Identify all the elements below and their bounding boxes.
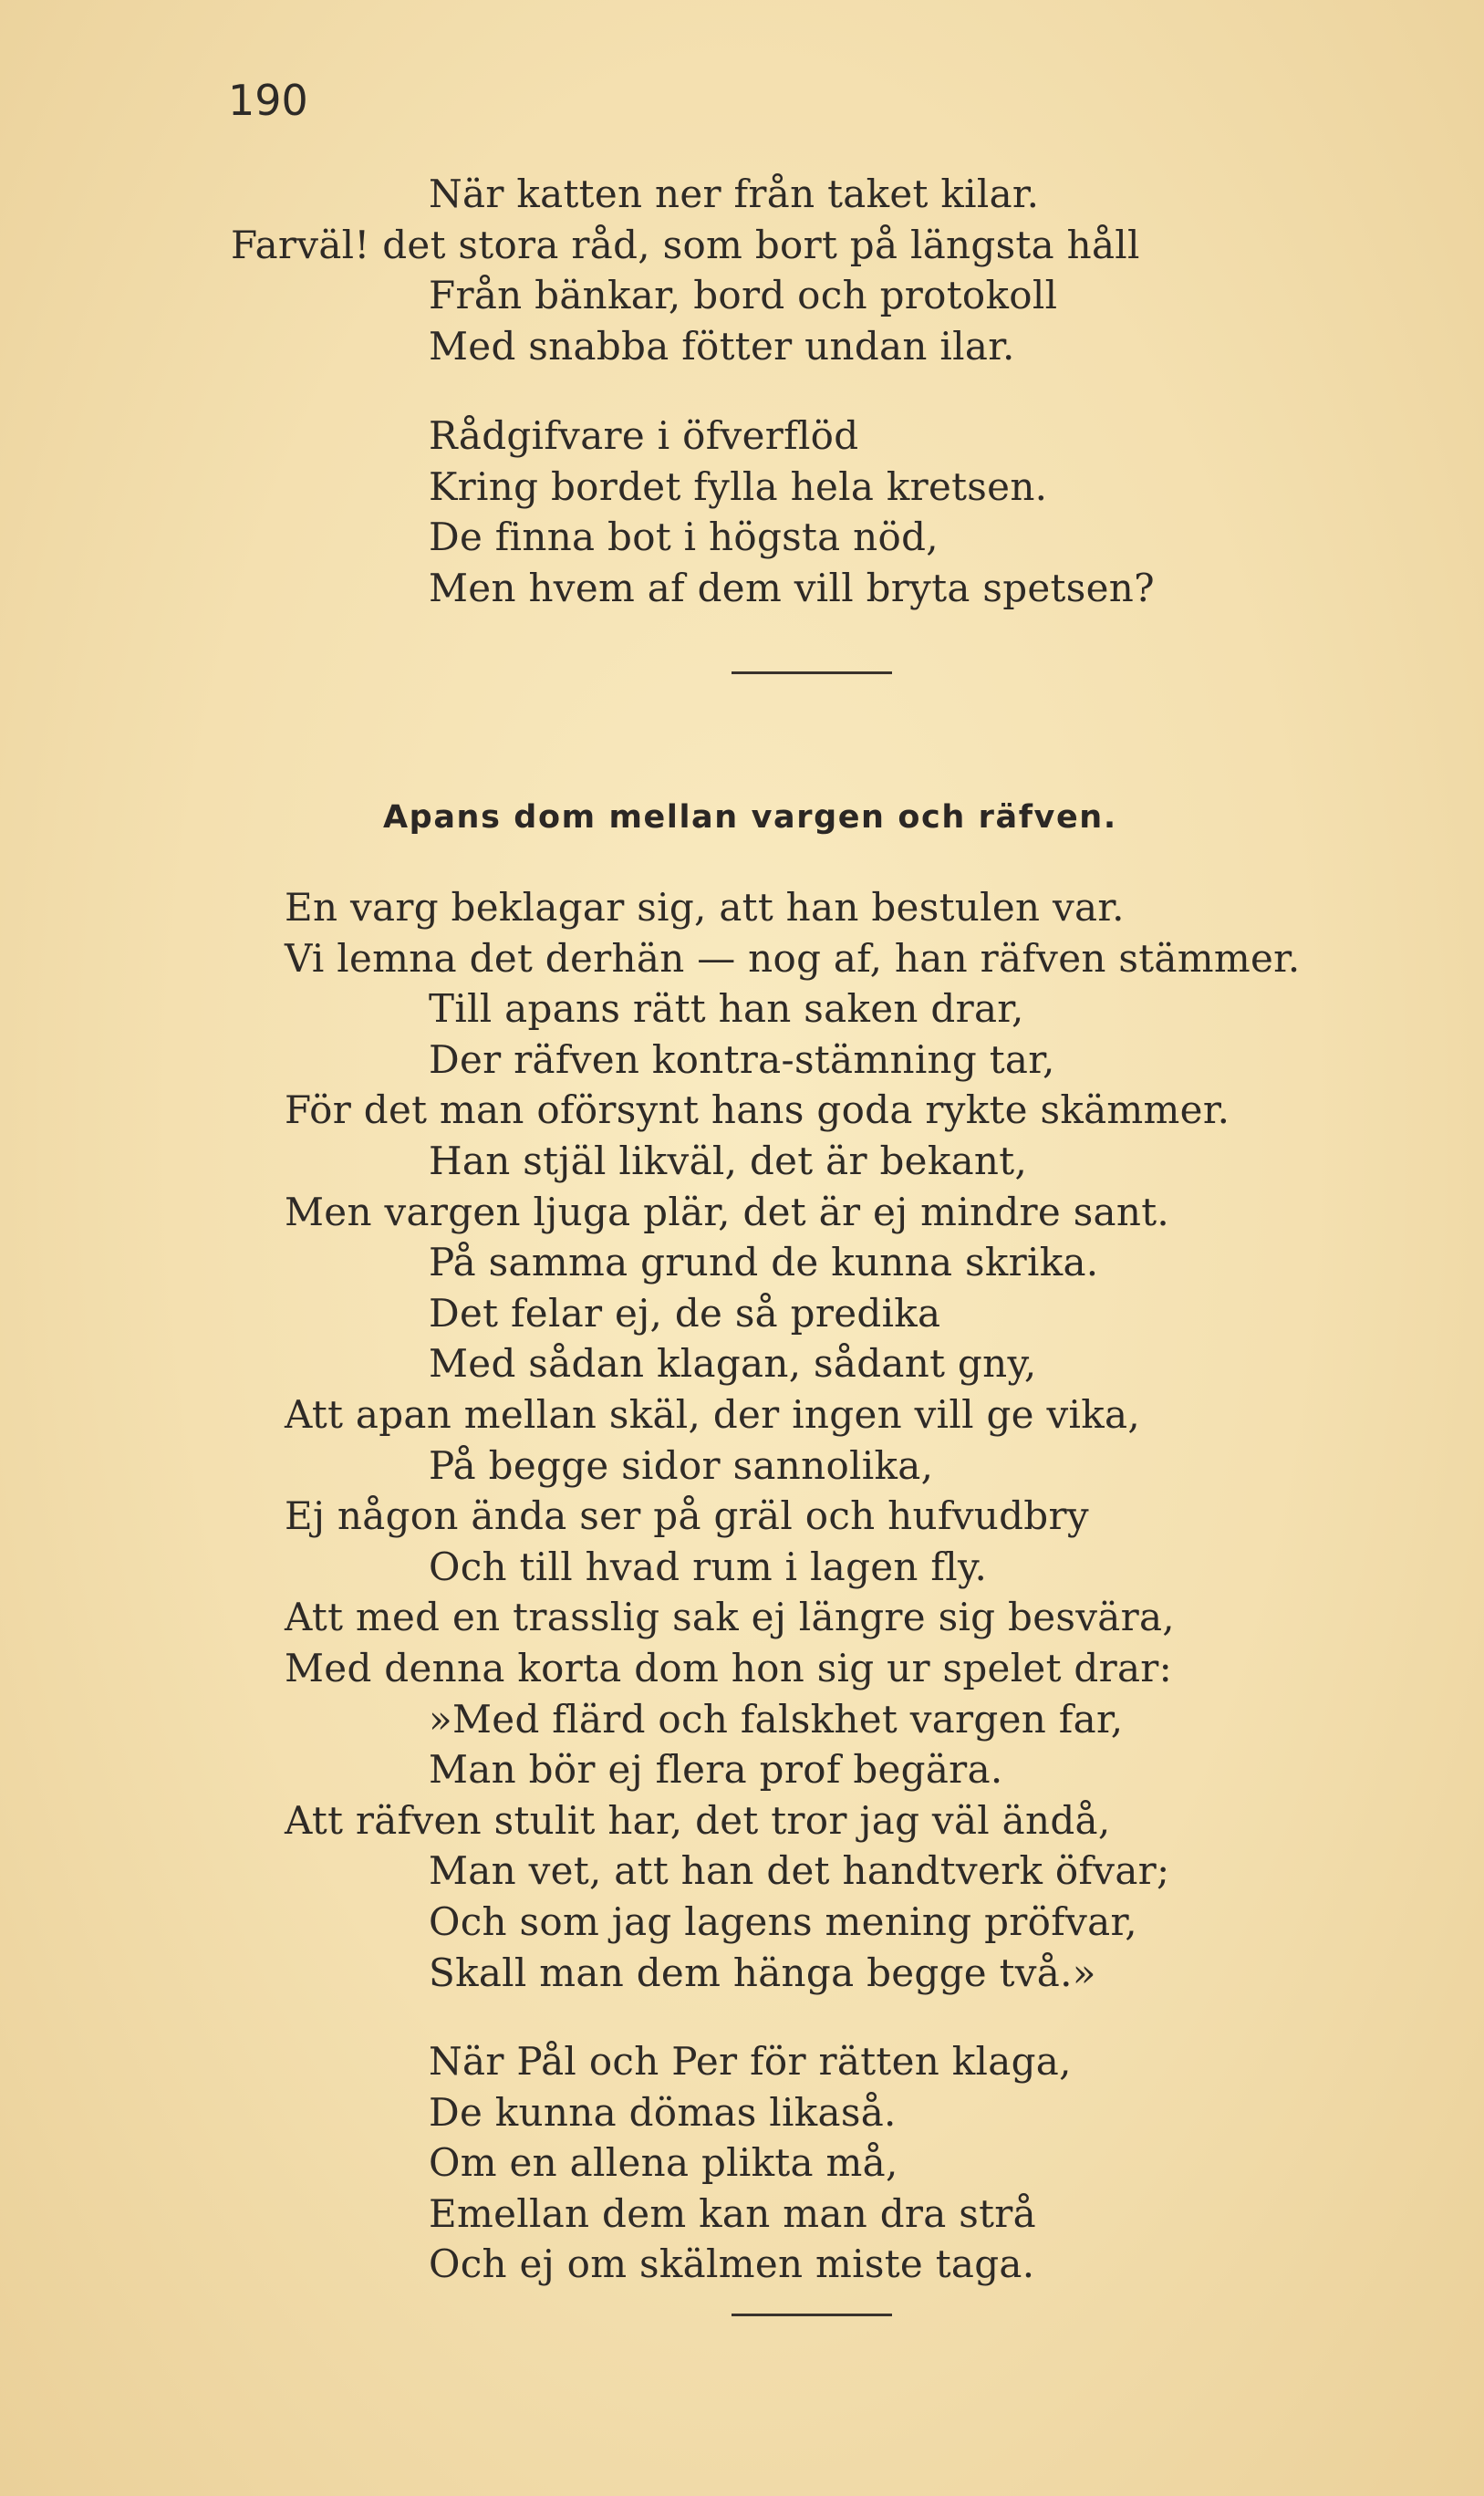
page-number: 190 — [228, 76, 308, 125]
verse-line: Han stjäl likväl, det är bekant, — [429, 1139, 1028, 1183]
verse-line: »Med flärd och falskhet vargen far, — [429, 1696, 1124, 1742]
verse-line: De finna bot i högsta nöd, — [429, 515, 939, 559]
verse-line: Man vet, att han det handtverk öfvar; — [429, 1848, 1170, 1894]
verse-line: Med snabba fötter undan ilar. — [429, 323, 1015, 369]
verse-line: Der räfven kontra-stämning tar, — [429, 1036, 1055, 1082]
verse-line: På begge sidor sannolika, — [429, 1442, 934, 1488]
verse-line: Med sådan klagan, sådant gny, — [429, 1341, 1037, 1387]
verse-line: På samma grund de kunna skrika. — [429, 1240, 1099, 1285]
verse-line: Men vargen ljuga plär, det är ej mindre sant. — [285, 1189, 1170, 1234]
verse-line: Ej någon ända ser på gräl och hufvudbry — [285, 1493, 1089, 1539]
verse-line: En varg beklagar sig, att han bestulen var. — [285, 885, 1125, 930]
verse-line: Och ej om skälmen miste taga. — [429, 2241, 1035, 2286]
verse-line: Rådgifvare i öfverflöd — [429, 413, 859, 458]
verse-line: Farväl! det stora råd, som bort på längsta håll — [231, 222, 1140, 267]
verse-line: Och som jag lagens mening pröfvar, — [429, 1899, 1137, 1944]
verse-line: Att apan mellan skäl, der ingen vill ge vika, — [285, 1392, 1140, 1437]
divider-rule-top — [732, 671, 892, 674]
verse-line: Och till hvad rum i lagen fly. — [429, 1544, 988, 1589]
verse-line: Vi lemna det derhän — nog af, han räfven stämmer. — [285, 935, 1301, 981]
verse-line: För det man oförsynt hans goda rykte skämmer. — [285, 1087, 1230, 1133]
verse-line: Emellan dem kan man dra strå — [429, 2190, 1037, 2236]
verse-line: Att med en trasslig sak ej längre sig besvära, — [285, 1595, 1175, 1640]
verse-line: När Pål och Per för rätten klaga, — [429, 2039, 1072, 2084]
divider-rule-bottom — [732, 2314, 892, 2316]
verse-line: Om en allena plikta må, — [429, 2140, 898, 2185]
verse-line: Man bör ej flera prof begära. — [429, 1747, 1003, 1793]
verse-line: Skall man dem hänga begge två.» — [429, 1950, 1096, 1995]
verse-line: Till apans rätt han saken drar, — [429, 986, 1024, 1032]
verse-line: Från bänkar, bord och protokoll — [429, 273, 1058, 317]
verse-line: Det felar ej, de så predika — [429, 1290, 941, 1336]
verse-line: Med denna korta dom hon sig ur spelet drar: — [285, 1646, 1173, 1690]
verse-line: Att räfven stulit har, det tror jag väl ändå, — [285, 1797, 1111, 1843]
verse-line: Kring bordet fylla hela kretsen. — [429, 463, 1048, 509]
verse-line: Men hvem af dem vill bryta spetsen? — [429, 565, 1155, 610]
poem-heading: Apans dom mellan vargen och räfven. — [383, 799, 1117, 836]
verse-line: När katten ner från taket kilar. — [429, 172, 1040, 216]
verse-line: De kunna dömas likaså. — [429, 2089, 897, 2135]
